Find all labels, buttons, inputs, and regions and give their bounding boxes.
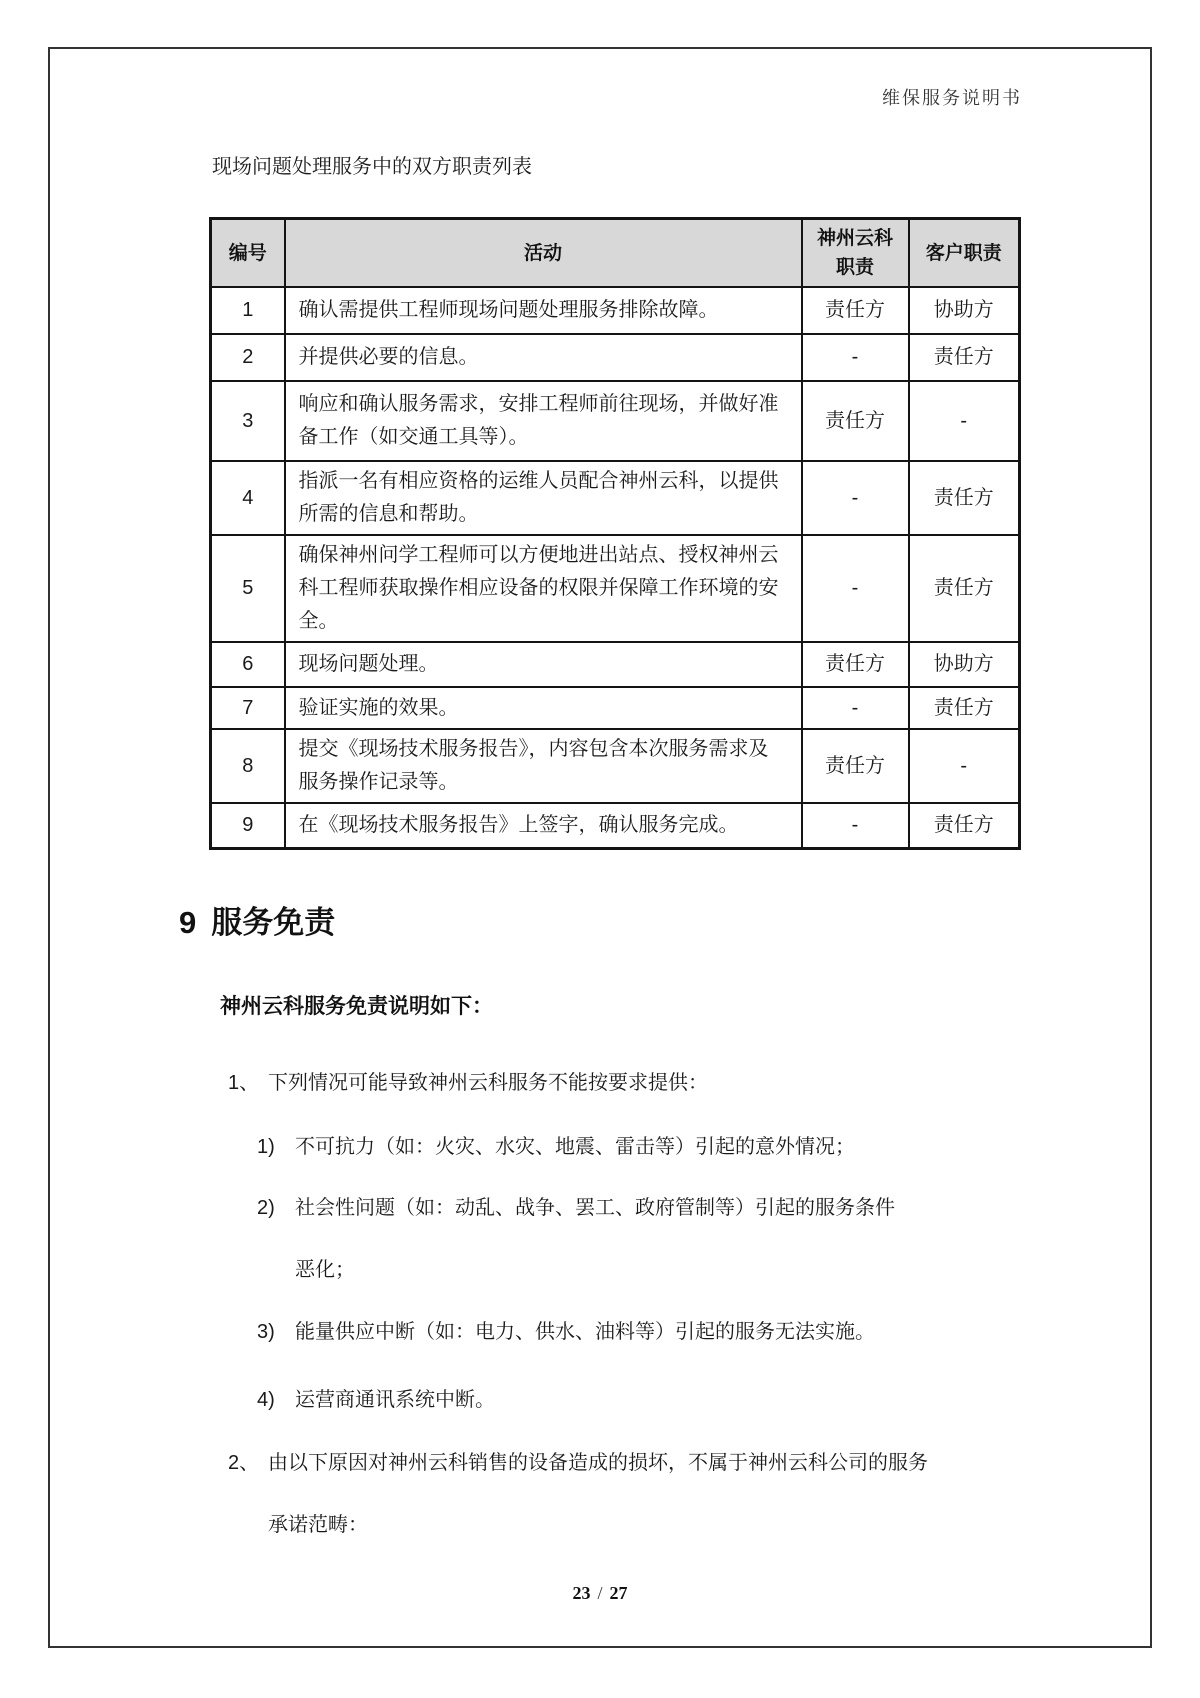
vendor-role-cell: 责任方 [802, 287, 909, 334]
customer-role-cell: 责任方 [909, 803, 1020, 848]
list-item-text: 运营商通讯系统中断。 [295, 1389, 495, 1411]
section-title: 服务免责 [211, 905, 336, 940]
activity-cell: 在《现场技术服务报告》上签字，确认服务完成。 [285, 803, 802, 848]
table-row [211, 642, 1020, 687]
row-number-cell: 1 [211, 287, 285, 334]
table-header-row [211, 219, 1020, 288]
vendor-role-cell: - [802, 461, 909, 535]
list-subitem [257, 1301, 907, 1363]
disclaimer-intro: 神州云科服务免责说明如下： [220, 995, 493, 1018]
vendor-role-cell: 责任方 [802, 642, 909, 687]
customer-role-cell: 协助方 [909, 642, 1020, 687]
table-row [211, 461, 1020, 535]
section-heading [179, 897, 335, 942]
list-item-marker: 2、 [228, 1452, 260, 1474]
list-item-text: 由以下原因对神州云科销售的设备造成的损坏，不属于神州云科公司的服务承诺范畴： [268, 1452, 928, 1536]
row-number-cell: 2 [211, 334, 285, 381]
row-number-cell: 8 [211, 729, 285, 803]
list-item-text: 能量供应中断（如：电力、供水、油料等）引起的服务无法实施。 [295, 1321, 875, 1343]
activity-cell: 确保神州问学工程师可以方便地进出站点、授权神州云科工程师获取操作相应设备的权限并保障工作环境的安全。 [285, 535, 802, 642]
vendor-role-cell: 责任方 [802, 729, 909, 803]
row-number-cell: 7 [211, 687, 285, 729]
table-row [211, 729, 1020, 803]
document-header-title: 维保服务说明书 [882, 88, 1022, 108]
table-row [211, 334, 1020, 381]
row-number-cell: 9 [211, 803, 285, 848]
list-item-text: 社会性问题（如：动乱、战争、罢工、政府管制等）引起的服务条件恶化； [295, 1197, 895, 1281]
activity-cell: 响应和确认服务需求，安排工程师前往现场，并做好准备工作（如交通工具等）。 [285, 381, 802, 461]
list-item-text: 不可抗力（如：火灾、水灾、地震、雷击等）引起的意外情况； [295, 1136, 855, 1158]
list-item-marker: 4) [257, 1389, 275, 1411]
page-number-current: 23 [572, 1583, 591, 1603]
list-item-marker: 1) [257, 1136, 275, 1158]
page-number-separator: / [597, 1583, 603, 1603]
row-number-cell: 6 [211, 642, 285, 687]
list-item [228, 1052, 936, 1114]
customer-role-cell: - [909, 381, 1020, 461]
vendor-role-cell: - [802, 687, 909, 729]
col-header-activity: 活动 [285, 219, 802, 288]
customer-role-cell: 责任方 [909, 461, 1020, 535]
list-item-text: 下列情况可能导致神州云科服务不能按要求提供： [268, 1072, 708, 1094]
list-subitem [257, 1116, 907, 1178]
vendor-role-cell: 责任方 [802, 381, 909, 461]
section-number: 9 [179, 905, 197, 940]
customer-role-cell: 责任方 [909, 535, 1020, 642]
table-row [211, 381, 1020, 461]
list-item-marker: 1、 [228, 1072, 260, 1094]
table-row [211, 287, 1020, 334]
activity-cell: 确认需提供工程师现场问题处理服务排除故障。 [285, 287, 802, 334]
list-subitem [257, 1369, 907, 1431]
customer-role-cell: - [909, 729, 1020, 803]
vendor-role-cell: - [802, 334, 909, 381]
vendor-role-cell: - [802, 803, 909, 848]
col-header-customer: 客户职责 [909, 219, 1020, 288]
list-item-marker: 3) [257, 1321, 275, 1343]
table-row [211, 687, 1020, 729]
customer-role-cell: 责任方 [909, 334, 1020, 381]
row-number-cell: 3 [211, 381, 285, 461]
page-number-total: 27 [609, 1583, 628, 1603]
list-item [228, 1432, 936, 1556]
activity-cell: 提交《现场技术服务报告》，内容包含本次服务需求及服务操作记录等。 [285, 729, 802, 803]
table-row [211, 803, 1020, 848]
table-caption: 现场问题处理服务中的双方职责列表 [212, 156, 532, 178]
customer-role-cell: 责任方 [909, 687, 1020, 729]
customer-role-cell: 协助方 [909, 287, 1020, 334]
list-subitem [257, 1177, 907, 1301]
col-header-id: 编号 [211, 219, 285, 288]
activity-cell: 并提供必要的信息。 [285, 334, 802, 381]
table-row [211, 535, 1020, 642]
col-header-vendor: 神州云科职责 [802, 219, 909, 288]
activity-cell: 指派一名有相应资格的运维人员配合神州云科，以提供所需的信息和帮助。 [285, 461, 802, 535]
activity-cell: 现场问题处理。 [285, 642, 802, 687]
row-number-cell: 5 [211, 535, 285, 642]
vendor-role-cell: - [802, 535, 909, 642]
activity-cell: 验证实施的效果。 [285, 687, 802, 729]
page-footer [0, 1583, 1200, 1604]
list-item-marker: 2) [257, 1197, 275, 1219]
row-number-cell: 4 [211, 461, 285, 535]
responsibility-table [209, 217, 1021, 850]
